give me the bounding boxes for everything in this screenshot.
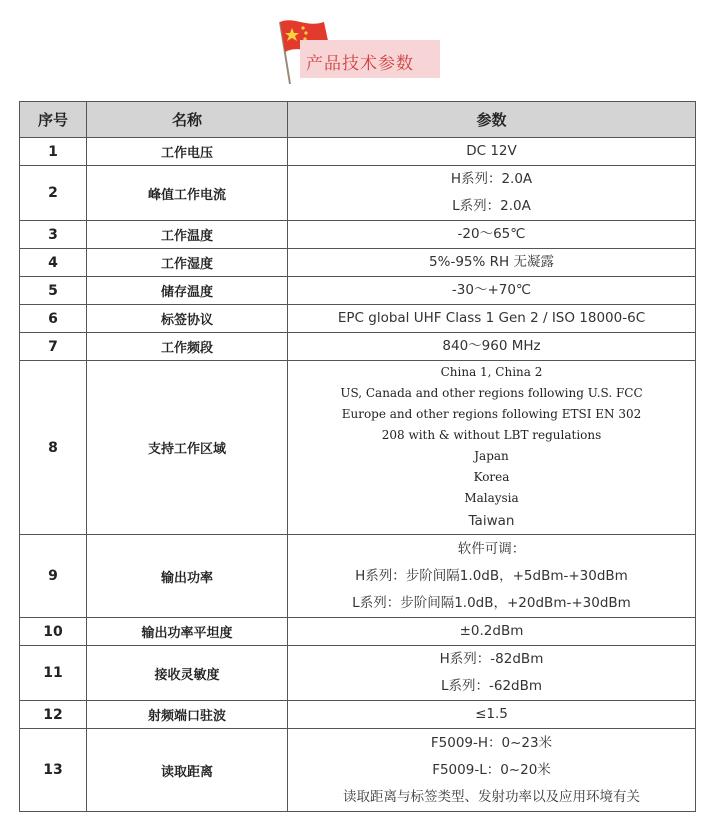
value-line: 读取距离与标签类型、发射功率以及应用环境有关 [343,788,640,805]
value-line: 840～960 MHz [442,338,541,354]
row-index: 11 [20,646,87,701]
row-value [288,618,696,646]
table-row [20,646,696,701]
table-row [20,305,696,333]
spec-table [19,101,696,812]
row-name: 工作频段 [87,333,288,361]
row-value [288,277,696,305]
section-title: 产品技术参数 [306,54,414,74]
table-row [20,221,696,249]
table-row [20,701,696,729]
row-name: 工作电压 [87,138,288,166]
value-line: F5009-L：0~20米 [432,761,551,778]
row-name: 接收灵敏度 [87,646,288,701]
row-value [288,249,696,277]
header-value: 参数 [288,102,696,138]
row-value [288,166,696,221]
row-name: 储存温度 [87,277,288,305]
row-index: 6 [20,305,87,333]
value-line: Malaysia [464,491,519,505]
table-row [20,361,696,535]
value-line: China 1, China 2 [440,365,543,379]
row-index: 9 [20,535,87,618]
row-name: 标签协议 [87,305,288,333]
row-value [288,221,696,249]
table-row [20,138,696,166]
table-row [20,618,696,646]
value-line: H系列：-82dBm [439,651,544,667]
header-name: 名称 [87,102,288,138]
table-row [20,333,696,361]
value-line: -30～+70℃ [451,282,532,298]
table-row [20,249,696,277]
row-index: 5 [20,277,87,305]
table-row [20,166,696,221]
value-line: H系列：步阶间隔1.0dB，+5dBm-+30dBm [355,567,628,584]
row-index: 4 [20,249,87,277]
value-line: 软件可调： [457,540,526,557]
value-line: F5009-H：0~23米 [430,734,553,751]
value-line: EPC global UHF Class 1 Gen 2 / ISO 18000-6C [337,310,646,326]
row-name: 射频端口驻波 [87,701,288,729]
row-value [288,333,696,361]
value-line: Taiwan [468,513,515,529]
row-value [288,646,696,701]
row-name: 读取距离 [87,729,288,812]
row-value [288,535,696,618]
row-value [288,701,696,729]
table-header-row [20,102,696,138]
row-value [288,361,696,535]
row-index: 10 [20,618,87,646]
value-line: ≤1.5 [475,706,508,722]
row-name: 支持工作区域 [87,361,288,535]
row-index: 2 [20,166,87,221]
value-line: 208 with & without LBT regulations [381,428,602,442]
value-line: US, Canada and other regions following U.S. FCC [340,386,643,400]
value-line: Korea [473,470,510,484]
value-line: 5%-95% RH 无凝露 [429,254,554,270]
value-line: DC 12V [466,143,517,159]
row-index: 12 [20,701,87,729]
table-row [20,535,696,618]
row-name: 工作湿度 [87,249,288,277]
row-name: 输出功率 [87,535,288,618]
value-line: -20～65℃ [457,226,526,242]
table-row [20,277,696,305]
section-banner [276,16,446,86]
row-index: 7 [20,333,87,361]
row-name: 工作温度 [87,221,288,249]
row-index: 1 [20,138,87,166]
row-index: 8 [20,361,87,535]
row-value [288,138,696,166]
row-value [288,305,696,333]
row-name: 输出功率平坦度 [87,618,288,646]
value-line: Japan [474,449,509,463]
value-line: L系列：步阶间隔1.0dB，+20dBm-+30dBm [352,594,631,611]
row-value [288,729,696,812]
row-index: 13 [20,729,87,812]
value-line: Europe and other regions following ETSI EN 302 [341,407,642,421]
value-line: L系列：2.0A [452,198,531,214]
value-line: ±0.2dBm [459,623,524,639]
row-index: 3 [20,221,87,249]
row-name: 峰值工作电流 [87,166,288,221]
value-line: H系列：2.0A [450,171,533,187]
header-index: 序号 [20,102,87,138]
value-line: L系列：-62dBm [440,678,543,694]
table-row [20,729,696,812]
